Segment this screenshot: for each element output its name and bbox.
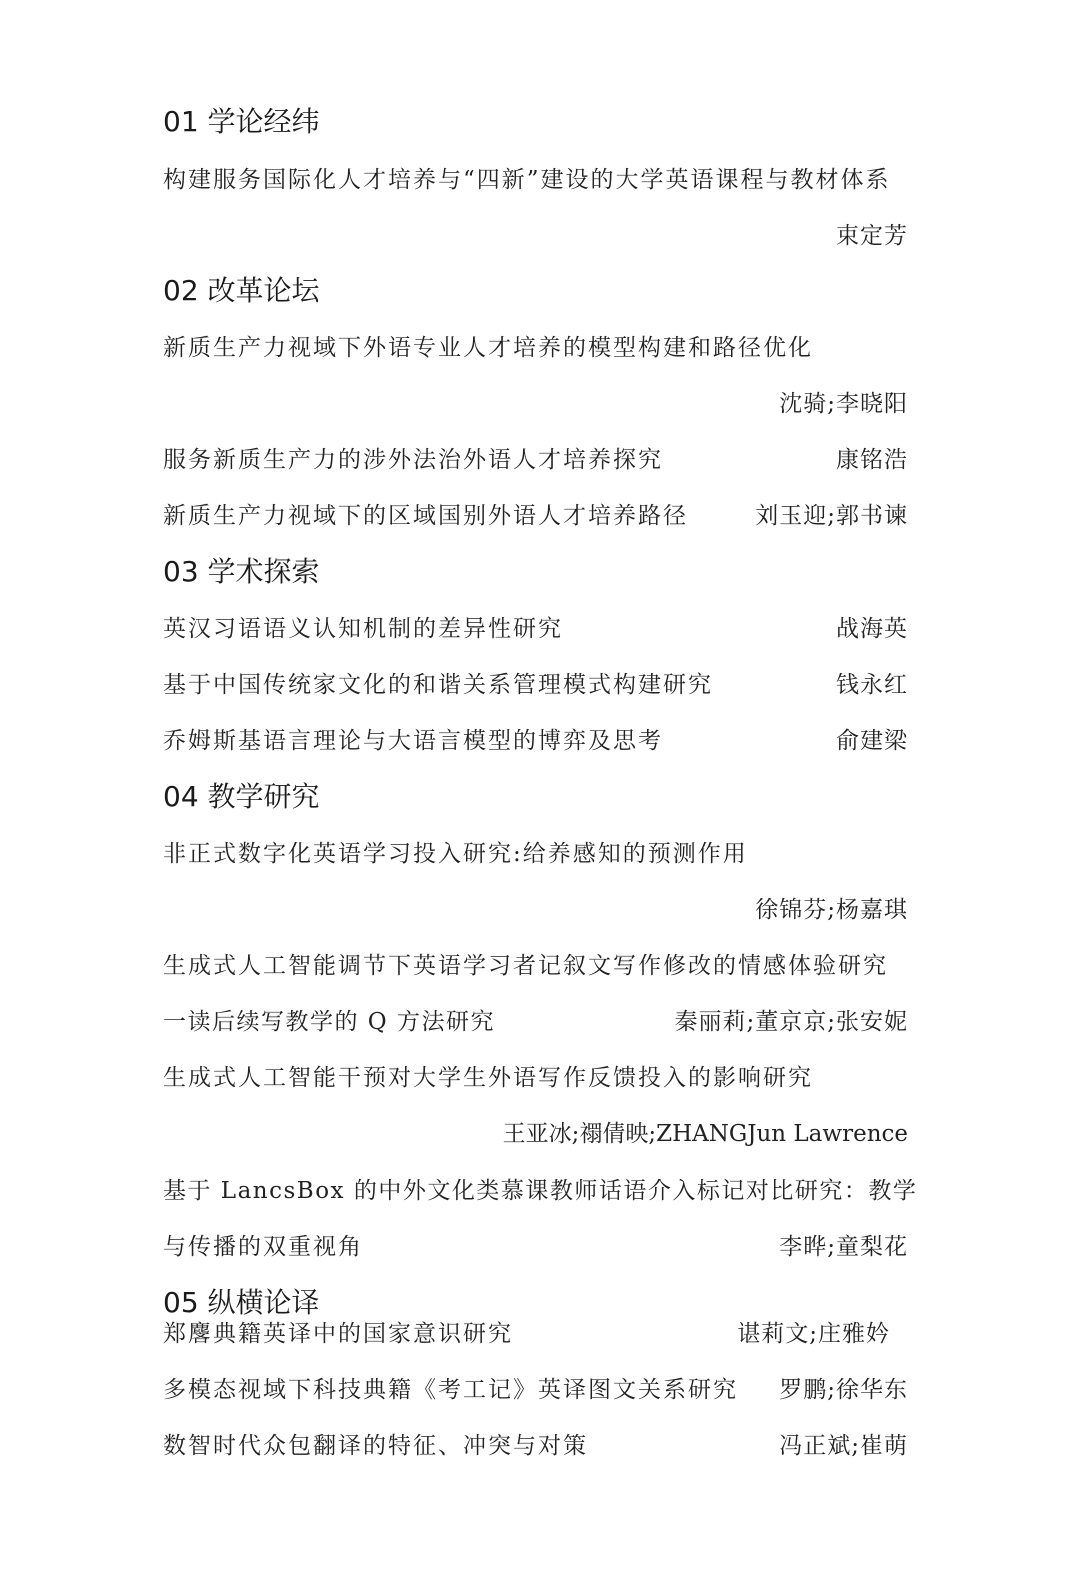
article-title: 新质生产力视域下外语专业人才培养的模型构建和路径优化 [163,335,813,361]
article-title: 生成式人工智能调节下英语学习者记叙文写作修改的情感体验研究 [163,953,888,979]
article-authors: 徐锦芬;杨嘉琪 [755,897,908,923]
article-authors: 束定芳 [836,223,908,249]
article-title: 基于 LancsBox 的中外文化类慕课教师话语介入标记对比研究：教学 [163,1178,918,1204]
article-title: 生成式人工智能干预对大学生外语写作反馈投入的影响研究 [163,1065,813,1091]
section-heading-05: 05 纵横论译 [163,1286,320,1319]
article-title: 非正式数字化英语学习投入研究:给养感知的预测作用 [163,841,748,867]
article-authors: 刘玉迎;郭书谏 [755,503,908,529]
article-authors: 战海英 [836,616,908,642]
article-authors: 李晔;童梨花 [779,1234,908,1260]
section-heading-03: 03 学术探索 [163,555,320,588]
article-authors: 康铭浩 [836,447,908,473]
section-heading-04: 04 教学研究 [163,780,320,813]
article-title: 基于中国传统家文化的和谐关系管理模式构建研究 [163,672,713,698]
article-title: 新质生产力视域下的区域国别外语人才培养路径 [163,503,688,529]
article-subtitle: 一读后续写教学的 Q 方法研究 [163,1009,495,1035]
article-title: 多模态视域下科技典籍《考工记》英译图文关系研究 [163,1377,738,1403]
article-title: 服务新质生产力的涉外法治外语人才培养探究 [163,447,663,473]
article-title: 乔姆斯基语言理论与大语言模型的博弈及思考 [163,728,663,754]
article-title: 数智时代众包翻译的特征、冲突与对策 [163,1433,588,1459]
article-authors: 谌莉文;庄雅妗 [737,1321,890,1347]
article-title: 英汉习语语义认知机制的差异性研究 [163,616,563,642]
article-title: 郑麐典籍英译中的国家意识研究 [163,1321,513,1347]
article-authors: 罗鹏;徐华东 [779,1377,908,1403]
article-authors: 钱永红 [836,672,908,698]
article-authors: 俞建梁 [836,728,908,754]
article-authors: 秦丽莉;董京京;张安妮 [674,1009,908,1035]
article-title-continued: 与传播的双重视角 [163,1234,363,1260]
article-authors: 沈骑;李晓阳 [779,391,908,417]
article-title: 构建服务国际化人才培养与“四新”建设的大学英语课程与教材体系 [163,167,891,193]
article-authors: 冯正斌;崔萌 [779,1433,908,1459]
section-heading-01: 01 学论经纬 [163,105,320,138]
section-heading-02: 02 改革论坛 [163,274,320,307]
article-authors: 王亚冰;禤倩映;ZHANGJun Lawrence [502,1121,908,1147]
